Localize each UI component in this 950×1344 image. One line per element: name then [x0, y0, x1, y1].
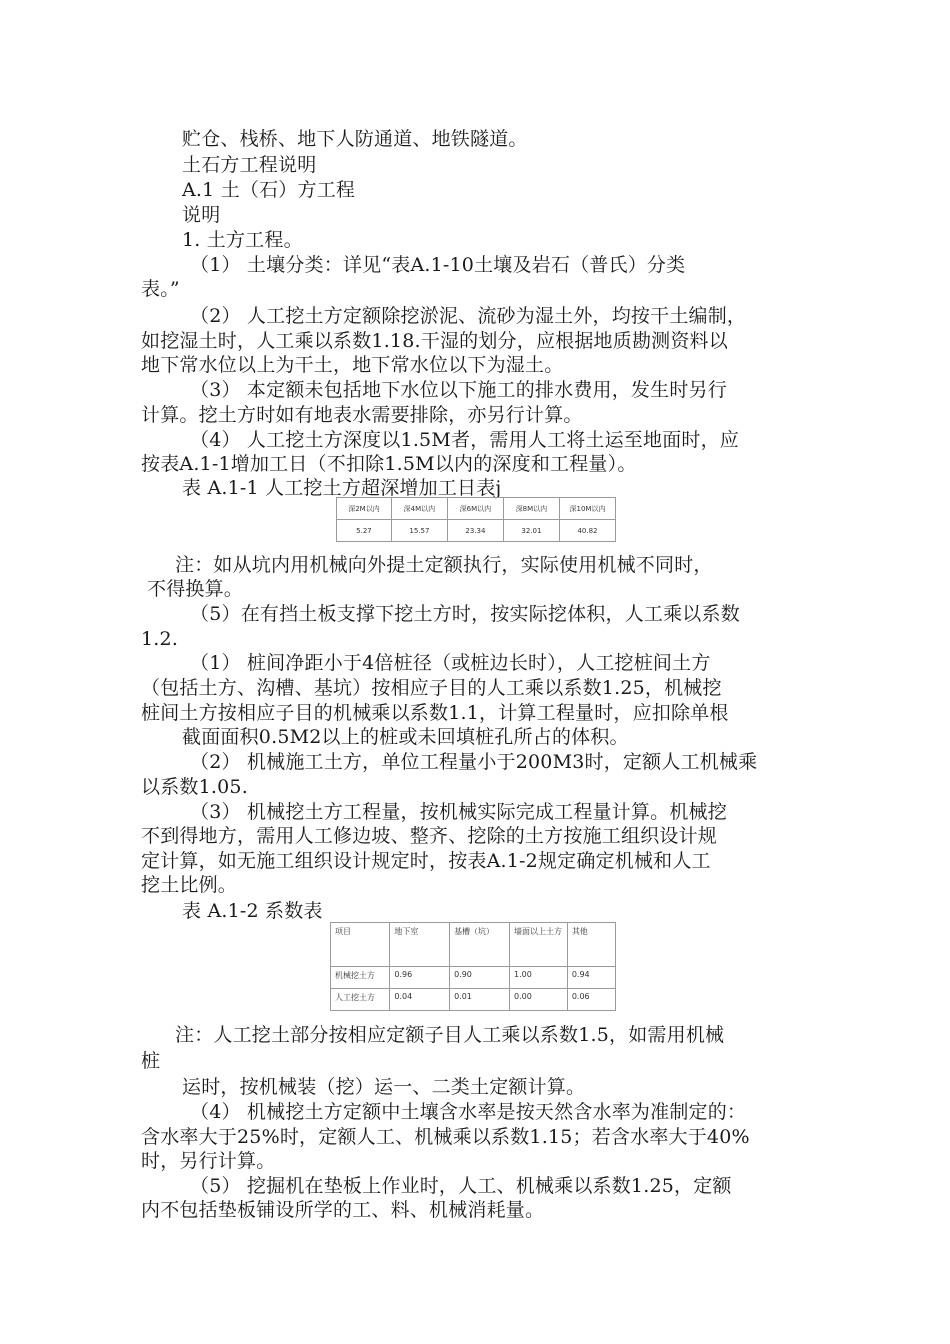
table-a1-2: [330, 922, 616, 1011]
subheading: 说明: [182, 204, 221, 226]
text-line: （5）在有挡土板支撑下挖土方时，按实际挖体积，人工乘以系数: [190, 603, 740, 625]
table-cell: 人工挖土方: [331, 989, 390, 1011]
table-cell: 32.01: [503, 520, 559, 542]
text-line: 含水率大于25%时，定额人工、机械乘以系数1.15；若含水率大于40%: [141, 1126, 750, 1148]
text-line: 时，另行计算。: [141, 1150, 276, 1172]
text-line: （5） 挖掘机在垫板上作业时，人工、机械乘以系数1.25，定额: [190, 1175, 732, 1197]
table-header-cell: 项目: [331, 923, 390, 967]
text-line: （包括土方、沟槽、基坑）按相应子目的人工乘以系数1.25，机械挖: [141, 677, 722, 699]
table-cell: 15.57: [391, 520, 447, 542]
table-caption: 表 A.1-2 系数表: [182, 900, 323, 922]
table-cell: 0.90: [450, 967, 510, 989]
text-line: （1） 桩间净距小于4倍桩径（或桩边长时），人工挖桩间土方: [190, 652, 711, 674]
table-cell: 23.34: [447, 520, 503, 542]
text-line: 计算。挖土方时如有地表水需要排除，亦另行计算。: [141, 404, 583, 426]
note-line: 注：人工挖土部分按相应定额子目人工乘以系数1.5，如需用机械: [175, 1024, 725, 1046]
table-cell: 0.94: [567, 967, 615, 989]
table-cell: 机械挖土方: [331, 967, 390, 989]
text-line: （2） 人工挖土方定额除挖淤泥、流砂为湿土外，均按干土编制，: [190, 305, 747, 327]
section-heading: A.1 土（石）方工程: [182, 179, 356, 201]
table-header-cell: 深6M以内: [447, 498, 503, 520]
text-line: 截面面积0.5M2以上的桩或未回填桩孔所占的体积。: [182, 726, 629, 748]
text-line: 桩: [141, 1050, 161, 1072]
text-line: （4） 人工挖土方深度以1.5M者，需用人工将土运至地面时，应: [190, 429, 740, 451]
table-cell: 0.96: [390, 967, 450, 989]
table-row: [337, 520, 616, 542]
text-line: 表。”: [141, 278, 180, 300]
table-header-cell: 地下室: [390, 923, 450, 967]
table-header-cell: 深4M以内: [391, 498, 447, 520]
table-header-cell: 深2M以内: [337, 498, 392, 520]
text-line: （3） 本定额未包括地下水位以下施工的排水费用，发生时另行: [190, 379, 727, 401]
text-line: 挖土比例。: [141, 874, 238, 896]
table-caption: 表 A.1-1 人工挖土方超深增加工日表j: [182, 477, 502, 499]
table-header-cell: 基槽（坑）: [450, 923, 510, 967]
text-line: 运时，按机械装（挖）运一、二类土定额计算。: [182, 1076, 586, 1098]
table-cell: 5.27: [337, 520, 392, 542]
table-row: [331, 989, 616, 1011]
text-line: 以系数1.05.: [141, 776, 248, 798]
table-header-cell: 深10M以内: [559, 498, 615, 520]
text-line: （2） 机械施工土方，单位工程量小于200M3时，定额人工机械乘: [190, 751, 758, 773]
table-a1-1: [336, 497, 616, 542]
table-header-row: [337, 498, 616, 520]
text-line: 地下常水位以上为干土，地下常水位以下为湿土。: [141, 354, 564, 376]
text-line: 桩间土方按相应子目的机械乘以系数1.1，计算工程量时，应扣除单根: [141, 702, 729, 724]
table-cell: 40.82: [559, 520, 615, 542]
text-line: 不到得地方，需用人工修边坡、整齐、挖除的土方按施工组织设计规: [141, 825, 718, 847]
text-line: 1.2.: [141, 628, 179, 650]
text-line: （4） 机械挖土方定额中土壤含水率是按天然含水率为准制定的：: [190, 1101, 747, 1123]
table-cell: 0.06: [567, 989, 615, 1011]
table-cell: 0.01: [450, 989, 510, 1011]
text-line: 按表A.1-1增加工日（不扣除1.5M以内的深度和工程量）。: [141, 453, 637, 475]
text-line: 如挖湿土时，人工乘以系数1.18.干湿的划分，应根据地质勘测资料以: [141, 330, 728, 352]
text-line: （3） 机械挖土方工程量，按机械实际完成工程量计算。机械挖: [190, 801, 727, 823]
table-header-row: [331, 923, 616, 967]
table-cell: 0.00: [510, 989, 568, 1011]
table-header-cell: 墙面以上土方: [510, 923, 568, 967]
table-cell: 1.00: [510, 967, 568, 989]
section-title: 土石方工程说明: [182, 154, 317, 176]
text-line: （1） 土壤分类：详见“表A.1-10土壤及岩石（普氏）分类: [190, 254, 686, 276]
text-line: 不得换算。: [147, 578, 244, 600]
text-line: 贮仓、栈桥、地下人防通道、地铁隧道。: [182, 128, 528, 150]
text-line: 内不包括垫板铺设所学的工、料、机械消耗量。: [141, 1199, 545, 1221]
table-row: [331, 967, 616, 989]
text-line: 定计算，如无施工组织设计规定时，按表A.1-2规定确定机械和人工: [141, 850, 711, 872]
table-header-cell: 深8M以内: [503, 498, 559, 520]
text-line: 1. 土方工程。: [182, 229, 303, 251]
table-header-cell: 其他: [567, 923, 615, 967]
note-line: 注：如从坑内用机械向外提土定额执行，实际使用机械不同时，: [175, 554, 713, 576]
table-cell: 0.04: [390, 989, 450, 1011]
